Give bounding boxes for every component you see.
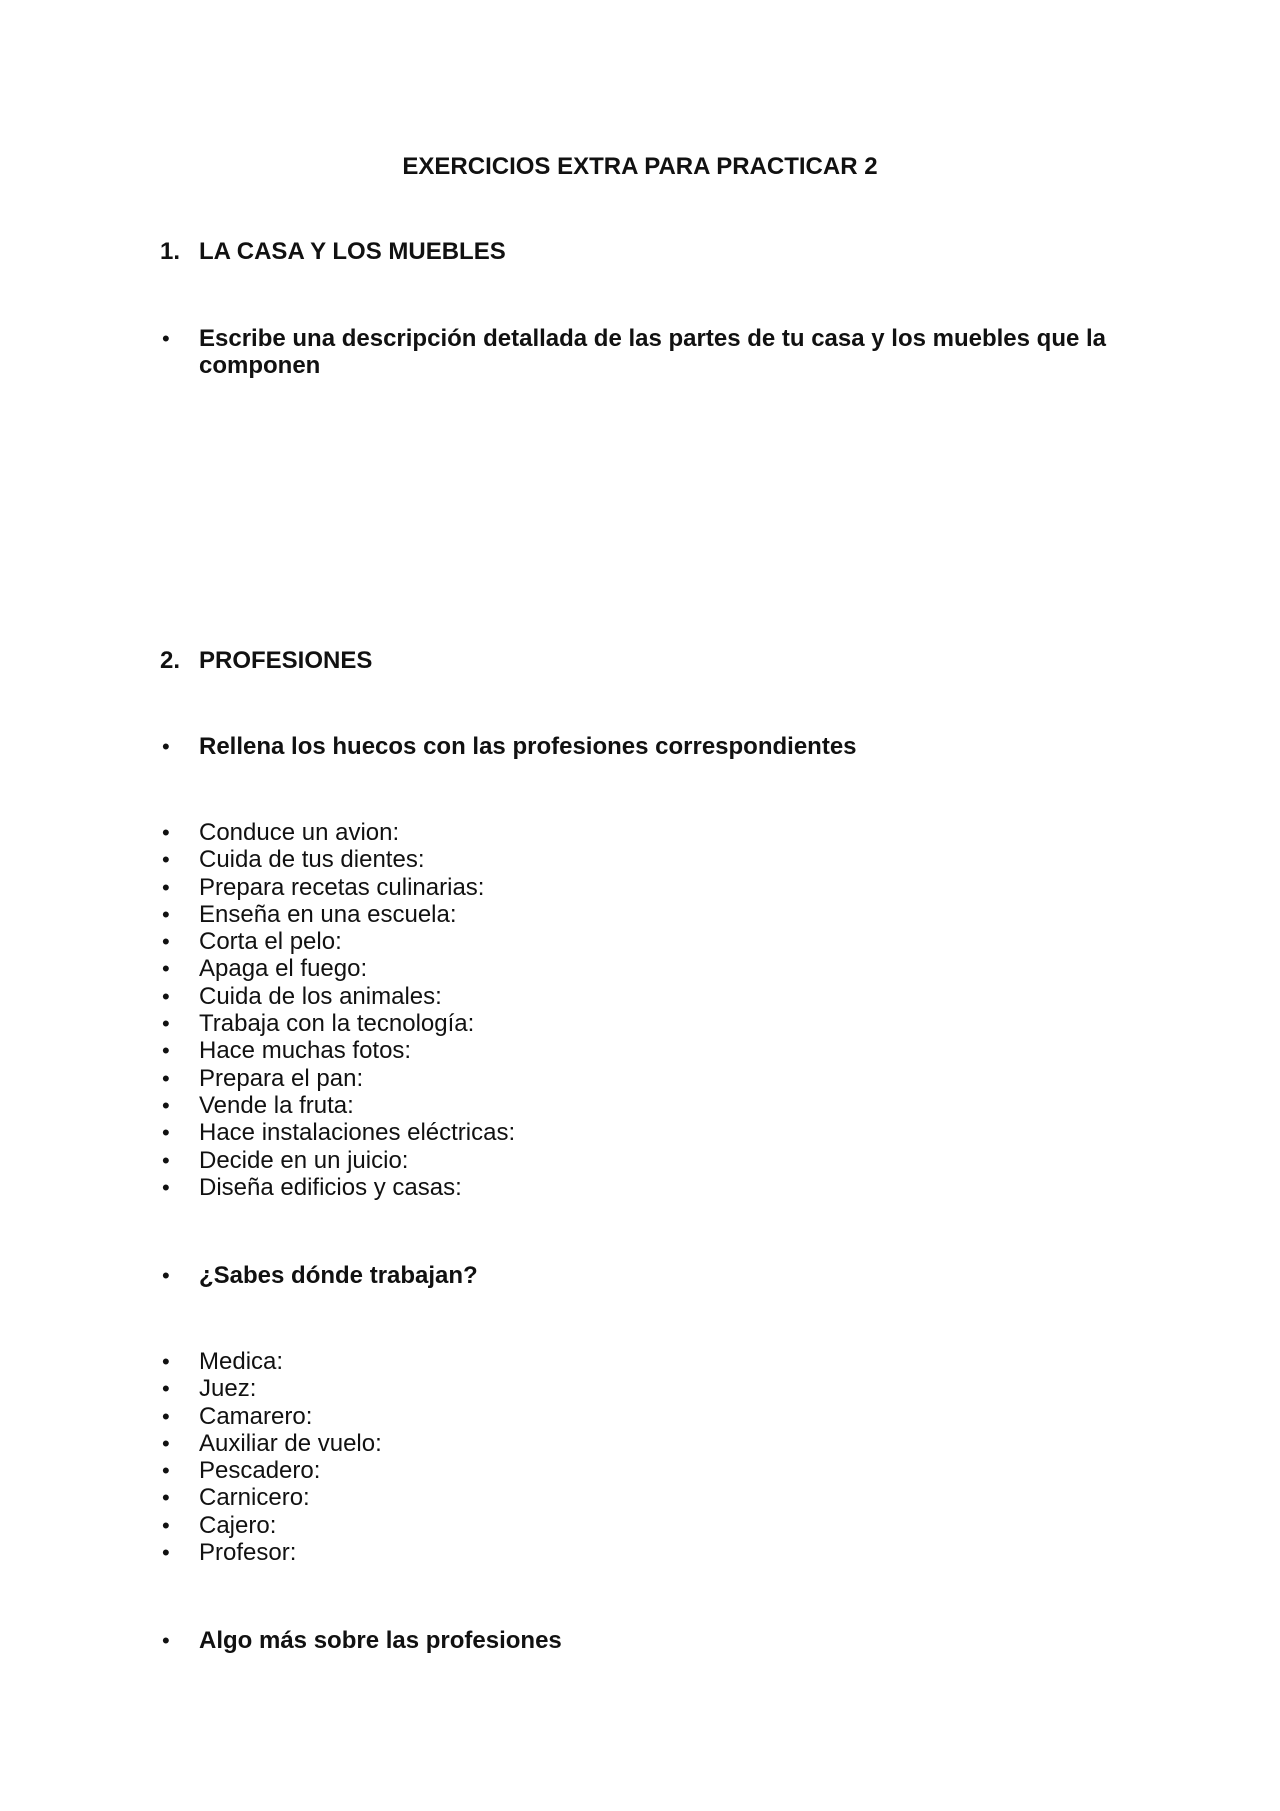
section-2-number: 2. [160, 647, 181, 674]
list-item-text: Hace muchas fotos: [199, 1037, 412, 1065]
bullet-icon: • [162, 847, 170, 873]
bullet-icon: • [162, 929, 170, 955]
bullet-icon: • [162, 326, 170, 351]
bullet-icon: • [162, 1403, 170, 1429]
bullet-icon: • [162, 1038, 170, 1064]
bullet-icon: • [162, 820, 170, 845]
bullet-icon: • [162, 1458, 170, 1484]
section-1-title: LA CASA Y LOS MUEBLES [199, 238, 506, 265]
list-item [160, 1539, 1060, 1566]
section-2-heading [160, 647, 1120, 674]
list-item [160, 983, 1060, 1010]
list-item [160, 1010, 1060, 1037]
list-item [160, 1484, 1060, 1511]
list-item [160, 1457, 1060, 1484]
list-item-text: Enseña en una escuela: [199, 900, 457, 928]
task-more-professions [160, 1627, 1120, 1654]
list-item [160, 955, 1060, 982]
list-item-text: Apaga el fuego: [199, 955, 368, 983]
task-fill-blanks [160, 733, 1120, 760]
list-item-text: Auxiliar de vuelo: [199, 1429, 382, 1457]
section-1-task [160, 325, 1120, 380]
list-item-text: Juez: [199, 1375, 257, 1403]
list-item [160, 1119, 1060, 1146]
list-item [160, 1430, 1060, 1457]
list-item [160, 1147, 1060, 1174]
bullet-icon: • [162, 1263, 170, 1288]
list-item [160, 819, 1060, 846]
list-item [160, 1375, 1060, 1402]
bullet-icon: • [162, 956, 170, 982]
list-item [160, 1037, 1060, 1064]
list-item [160, 1348, 1060, 1375]
list-item [160, 1065, 1060, 1092]
list-item-text: Cuida de los animales: [199, 982, 442, 1010]
list-item-text: Vende la fruta: [199, 1091, 354, 1119]
list-item [160, 874, 1060, 901]
bullet-icon: • [162, 901, 170, 927]
list-item [160, 1092, 1060, 1119]
bullet-icon: • [162, 983, 170, 1009]
list-item-text: Pescadero: [199, 1457, 321, 1485]
list-item [160, 1512, 1060, 1539]
section-1-task-text: Escribe una descripción detallada de las partes de tu casa y los muebles que la componen [199, 325, 1107, 380]
document-title: EXERCICIOS EXTRA PARA PRACTICAR 2 [402, 153, 878, 180]
task-fill-blanks-text: Rellena los huecos con las profesiones correspondientes [199, 733, 857, 760]
bullet-icon: • [162, 874, 170, 900]
bullet-icon: • [162, 1011, 170, 1037]
list-item [160, 1403, 1060, 1430]
list-item-text: Profesor: [199, 1539, 297, 1567]
bullet-icon: • [162, 1120, 170, 1146]
list-item [160, 928, 1060, 955]
bullet-icon: • [162, 1540, 170, 1566]
bullet-icon: • [162, 1512, 170, 1538]
bullet-icon: • [162, 1147, 170, 1173]
list-item-text: Carnicero: [199, 1484, 310, 1512]
list-item-text: Corta el pelo: [199, 928, 342, 956]
bullet-icon: • [162, 1174, 170, 1200]
list-item-text: Medica: [199, 1348, 284, 1375]
section-2-title: PROFESIONES [199, 647, 373, 674]
professions-list [160, 819, 1060, 1201]
list-item [160, 846, 1060, 873]
list-item-text: Hace instalaciones eléctricas: [199, 1119, 516, 1147]
list-item-text: Cajero: [199, 1511, 277, 1539]
list-item-text: Cuida de tus dientes: [199, 846, 425, 874]
bullet-icon: • [162, 1065, 170, 1091]
task-more-professions-text: Algo más sobre las profesiones [199, 1627, 562, 1654]
bullet-icon: • [162, 1485, 170, 1511]
list-item-text: Prepara recetas culinarias: [199, 873, 485, 901]
list-item-text: Conduce un avion: [199, 819, 400, 846]
bullet-icon: • [162, 734, 170, 759]
bullet-icon: • [162, 1376, 170, 1402]
task-where-work-text: ¿Sabes dónde trabajan? [199, 1262, 478, 1289]
bullet-icon: • [162, 1628, 170, 1653]
list-item-text: Trabaja con la tecnología: [199, 1010, 475, 1038]
section-1-heading [160, 238, 1120, 265]
bullet-icon: • [162, 1349, 170, 1374]
list-item-text: Diseña edificios y casas: [199, 1173, 462, 1201]
list-item-text: Camarero: [199, 1402, 313, 1430]
task-where-work [160, 1262, 1120, 1289]
bullet-icon: • [162, 1092, 170, 1118]
workplaces-list [160, 1348, 1060, 1566]
list-item [160, 901, 1060, 928]
list-item-text: Decide en un juicio: [199, 1146, 409, 1174]
list-item [160, 1174, 1060, 1201]
list-item-text: Prepara el pan: [199, 1064, 364, 1092]
section-1-number: 1. [160, 238, 181, 265]
bullet-icon: • [162, 1430, 170, 1456]
